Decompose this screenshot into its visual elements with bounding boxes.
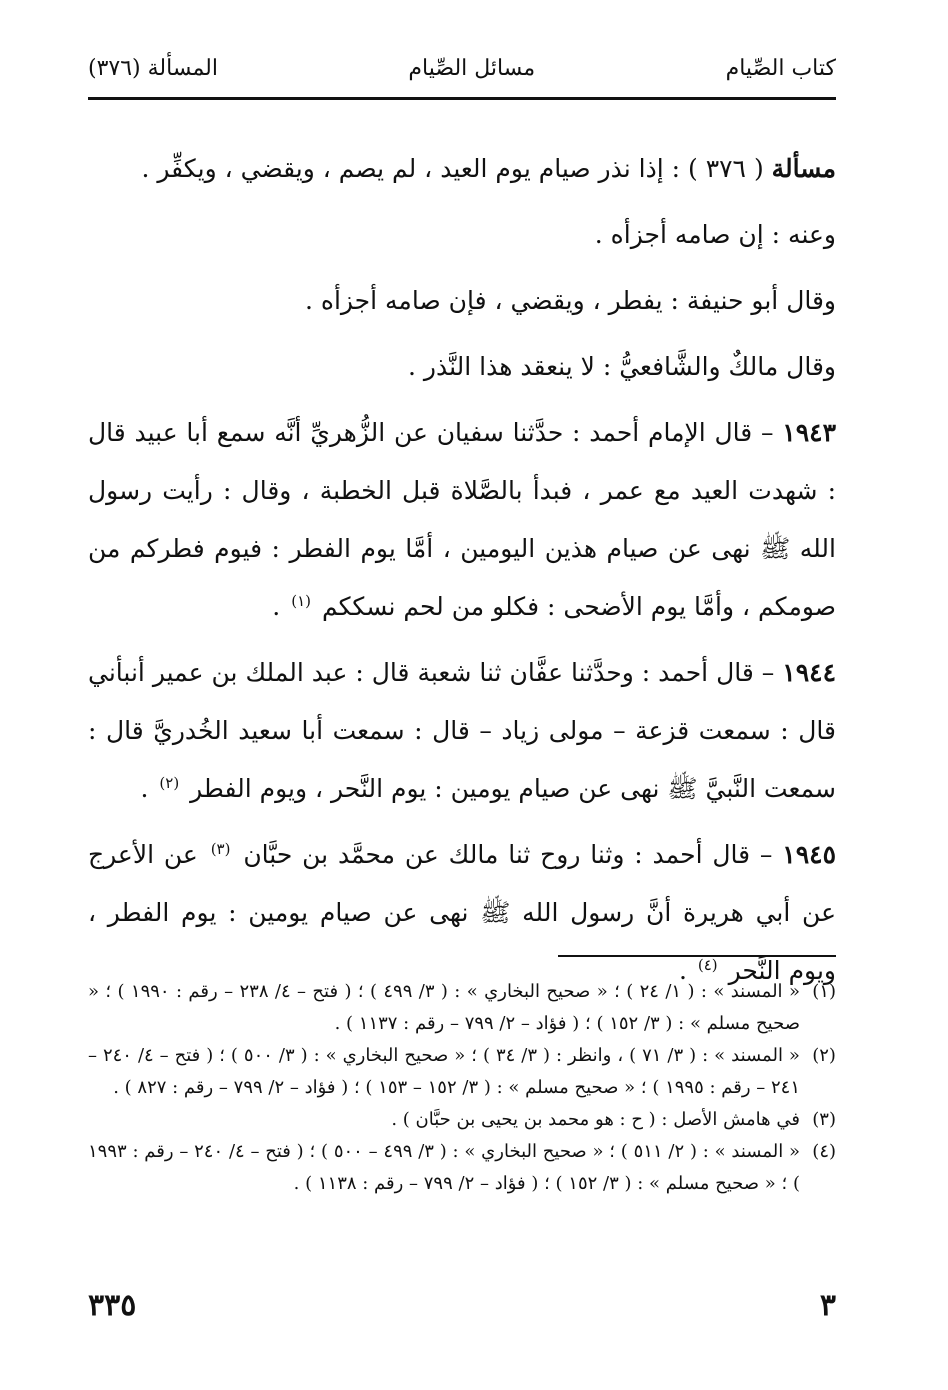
masala-label: مسألة [771, 154, 836, 183]
footnote-3 [88, 1104, 836, 1136]
masala-text: ( ٣٧٦ ) : إذا نذر صيام يوم العيد ، لم يصم ، ويقضي ، ويكفِّر . [141, 154, 764, 183]
hadith-end: . [272, 592, 281, 621]
hadith-text: – قال أحمد : وثنا روح ثنا مالك عن محمَّد بن حبَّان [243, 840, 773, 869]
hadith-end: . [140, 774, 149, 803]
footnote-ref[interactable]: (٣) [210, 839, 231, 858]
footnote-text: « المسند » : ( ٣/ ٧١ ) ، وانظر : ( ٣/ ٣٤ ) ؛ « صحيح البخاري » : ( ٣/ ٥٠٠ ) ؛ ( فتح – ٤/ ٢٤٠ – ٢٤١ – رقم : ١٩٩٥ ) ؛ « صحيح مسلم » : ( ٣/ ١٥٢ – ١٥٣ ) ؛ ( فؤاد – ٢/ ٧٩٩ – رقم : ٨٢٧ ) . [88, 1045, 800, 1098]
main-text [88, 140, 836, 1008]
footnote-number: (٤) [812, 1141, 837, 1162]
hadith-number: ١٩٤٤ [782, 658, 836, 687]
paragraph-riwaya: وعنه : إن صامه أجزأه . [594, 220, 836, 249]
footnote-number: (٢) [812, 1045, 836, 1066]
footnote-text: « المسند » : ( ١/ ٢٤ ) ؛ « صحيح البخاري » : ( ٣/ ٤٩٩ ) ؛ ( فتح – ٤/ ٢٣٨ – رقم : ١٩٩٠ ) ؛ « صحيح مسلم » : ( ٣/ ١٥٢ ) ؛ ( فؤاد – ٢/ ٧٩٩ – رقم : ١١٣٧ ) . [88, 981, 800, 1034]
footnote-4 [88, 1136, 836, 1200]
footnote-rule [558, 955, 836, 957]
hadith-text: عن الأعرج عن أبي هريرة أنَّ رسول الله ﷺ نهى عن صيام يومين : يوم الفطر ، ويوم النَّحر [88, 840, 836, 985]
running-header [88, 48, 836, 88]
footnote-1 [88, 976, 836, 1040]
header-rule [88, 97, 836, 100]
hadith-text: – قال الإمام أحمد : حدَّثنا سفيان عن الزُّهريِّ أنَّه سمع أبا عبيد قال : شهدت العيد مع عمر ، فبدأ بالصَّلاة قبل الخطبة ، وقال : رأيت رسول الله ﷺ نهى عن صيام هذين اليومين ، أمَّا يوم الفطر : فيوم فطركم من صومكم ، وأمَّا يوم الأضحى : فكلو من لحم نسككم [88, 418, 836, 621]
paragraph-malik-shafii: وقال مالكٌ والشَّافعيُّ : لا ينعقد هذا النَّذر . [408, 352, 836, 381]
hadith-number: ١٩٤٣ [782, 418, 836, 447]
header-book-title: كتاب الصِّيام [725, 55, 836, 81]
volume-number: ٣ [819, 1288, 836, 1323]
hadith-end: . [678, 956, 687, 985]
hadith-1944 [88, 644, 836, 818]
footnote-2 [88, 1040, 836, 1104]
paragraph-abu-hanifa: وقال أبو حنيفة : يفطر ، ويقضي ، فإن صامه أجزأه . [304, 286, 836, 315]
footnotes [88, 976, 836, 1200]
hadith-1943 [88, 404, 836, 636]
footnote-ref[interactable]: (٤) [697, 955, 718, 974]
footnote-ref[interactable]: (٢) [159, 773, 180, 792]
footnote-number: (١) [812, 981, 836, 1002]
hadith-text: – قال أحمد : وحدَّثنا عفَّان ثنا شعبة قال : عبد الملك بن عمير أنبأني قال : سمعت قزعة – مولى زياد – قال : سمعت أبا سعيد الخُدريَّ قال : سمعت النَّبيَّ ﷺ نهى عن صيام يومين : يوم النَّحر ، ويوم الفطر [88, 658, 836, 803]
footnote-ref[interactable]: (١) [291, 591, 311, 610]
header-masala-number: المسألة (٣٧٦) [88, 55, 218, 81]
footnote-number: (٣) [812, 1109, 836, 1130]
footnote-text: « المسند » : ( ٢/ ٥١١ ) ؛ « صحيح البخاري » : ( ٣/ ٤٩٩ – ٥٠٠ ) ؛ ( فتح – ٤/ ٢٤٠ – رقم : ١٩٩٣ ) ؛ « صحيح مسلم » : ( ٣/ ١٥٢ ) ؛ ( فؤاد – ٢/ ٧٩٩ – رقم : ١١٣٨ ) . [88, 1141, 801, 1194]
header-chapter-title: مسائل الصِّيام [408, 55, 536, 81]
page-number: ٣٣٥ [88, 1288, 137, 1323]
footnote-text: في هامش الأصل : ( ح : هو محمد بن يحيى بن حبَّان ) . [391, 1109, 800, 1130]
hadith-number: ١٩٤٥ [782, 840, 836, 869]
hadith-1945 [88, 826, 836, 1000]
masala-statement [88, 140, 836, 198]
